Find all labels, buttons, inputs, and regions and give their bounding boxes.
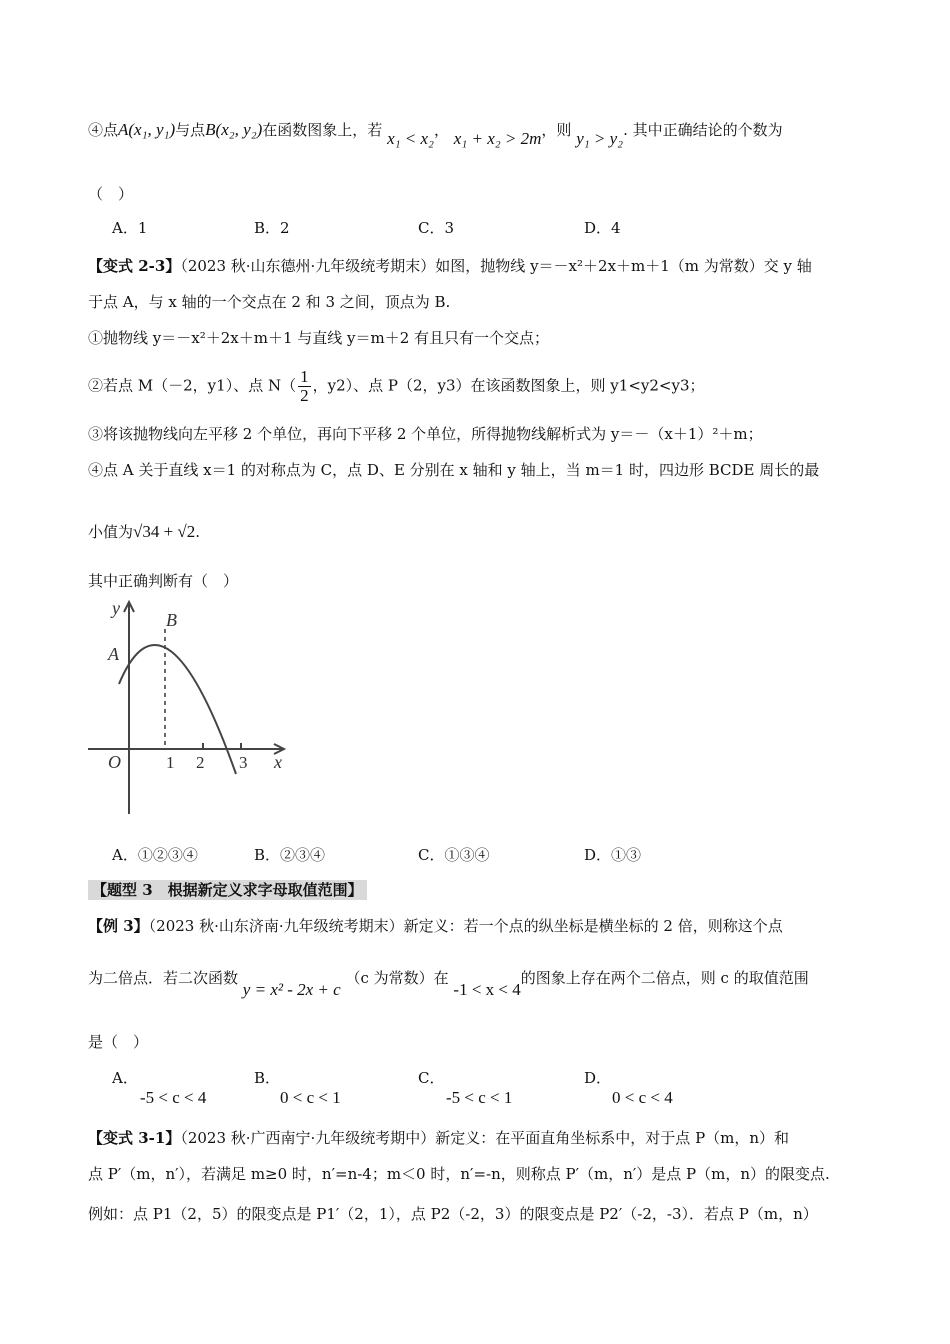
option-label: B． [254,1069,281,1087]
tail-text: . 其中正确结论的个数为 [623,121,783,139]
comma: ， [433,121,449,139]
ex3-option-a [112,1068,206,1108]
x-range: -1 < x < 4 [453,980,521,999]
then-text: ，则 [541,121,572,139]
q31-line1 [88,1128,789,1148]
condition-1: x₁ < x₂ [387,129,434,148]
option-d-expr: 0 < c < 4 [612,1088,673,1107]
fraction-numerator: 1 [300,367,309,386]
s2-part-a: ②若点 M（－2，y1）、点 N（ [88,376,297,395]
q31-line2: 点 P′（m，n′），若满足 m≥0 时，n′=n-4；m＜0 时，n′=-n，则称点 P′（m，n′）是点 P（m，n）的限变点. [88,1165,830,1183]
ex3-option-d [584,1068,673,1108]
condition-3: y₁ > y₂ [576,129,624,148]
q23-option-d: D．①③ [584,846,642,864]
ex3-line1-text: （2023 秋·山东济南·九年级统考期末）新定义：若一个点的纵坐标是横坐标的 2 倍，则称这个点 [148,917,783,935]
tick-label-1: 1 [166,753,175,772]
origin-label: O [108,752,121,772]
point-b: B(x₂, y₂) [205,120,263,139]
tick-label-3: 3 [239,753,248,772]
q23-statement-2 [88,368,705,405]
q31-line1-text: （2023 秋·广西南宁·九年级统考期中）新定义：在平面直角坐标系中，对于点 P（m，n）和 [180,1129,790,1147]
s4b-end: . [195,523,201,541]
q23-statement-1: ①抛物线 y＝－x²＋2x＋m＋1 与直线 y＝m＋2 有且只有一个交点； [88,329,550,347]
parabola-curve [119,645,236,774]
q23-statement-4-cont [88,522,200,542]
option-a-expr: -5 < c < 4 [140,1088,207,1107]
q23-statement-3: ③将该抛物线向左平移 2 个单位，再向下平移 2 个单位，所得抛物线解析式为 y＝－（x＋1）²＋m； [88,425,763,443]
s4b-text: 小值为 [88,523,134,541]
q23-line1-text: （2023 秋·山东德州·九年级统考期末）如图，抛物线 y＝－x²＋2x＋m＋1（m 为常数）交 y 轴 [180,257,812,275]
q-prev-item4 [88,120,783,148]
q-prev-option-a: A．1 [112,219,148,237]
section-heading-3: 【题型 3 根据新定义求字母取值范围】 [88,880,367,900]
option-c-expr: -5 < c < 1 [446,1088,513,1107]
ex3-option-b [254,1068,341,1108]
q23-line2: 于点 A，与 x 轴的一个交点在 2 和 3 之间，顶点为 B. [88,293,451,311]
fraction-half [298,368,311,405]
option-b-expr: 0 < c < 1 [280,1088,341,1107]
q-prev-option-b: B．2 [254,219,290,237]
answer-blank: （ ） [88,185,134,203]
tick-label-2: 2 [196,753,205,772]
mid-text: 在函数图象上，若 [262,121,383,139]
ex3-line3: 是（ ） [88,1033,149,1051]
x-label: x [274,752,282,772]
ex3-line2-a: 为二倍点．若二次函数 [88,969,239,987]
q23-option-a: A．①②③④ [112,846,198,864]
q23-ask: 其中正确判断有（ ） [88,572,239,590]
join-text: 与点 [175,121,206,139]
s2-part-b: ，y2）、点 P（2，y3）在该函数图象上，则 y1<y2<y3； [312,376,705,395]
q23-option-c: C．①③④ [418,846,490,864]
y-label: y [112,598,120,618]
point-a-label: A [108,644,119,664]
q31-line3: 例如：点 P1（2，5）的限变点是 P1′（2，1），点 P2（-2，3）的限变点是 P2′（-2，-3）．若点 P（m，n） [88,1205,818,1223]
option-label: D． [584,1069,612,1087]
parabola-graph [86,596,306,821]
ex3-option-c [418,1068,512,1108]
fraction-denominator: 2 [300,386,309,405]
q-prev-option-c: C．3 [418,219,455,237]
q31-tag: 【变式 3-1】 [88,1129,181,1147]
q23-tag: 【变式 2-3】 [88,257,181,275]
ex3-tag: 【例 3】 [88,917,149,935]
q-prev-option-d: D．4 [584,219,621,237]
quadratic-expr: y = x² - 2x + c [242,980,341,999]
ex3-line1 [88,916,783,936]
point-b-label: B [166,610,177,630]
ex3-line2 [88,968,809,999]
q23-line1 [88,256,812,276]
min-value-expr: √34 + √2 [133,522,196,541]
q23-option-b: B．②③④ [254,846,326,864]
option-label: A． [112,1069,138,1087]
point-a: A(x₁, y₁) [118,120,176,139]
ex3-line2-b: （c 为常数）在 [345,969,449,987]
condition-2: x₁ + x₂ > 2m [453,129,542,148]
item4-prefix: ④点 [88,121,119,139]
q23-statement-4: ④点 A 关于直线 x＝1 的对称点为 C，点 D、E 分别在 x 轴和 y 轴上，当 m＝1 时，四边形 BCDE 周长的最 [88,461,820,479]
ex3-line2-c: 的图象上存在两个二倍点，则 c 的取值范围 [520,969,809,987]
option-label: C． [418,1069,445,1087]
